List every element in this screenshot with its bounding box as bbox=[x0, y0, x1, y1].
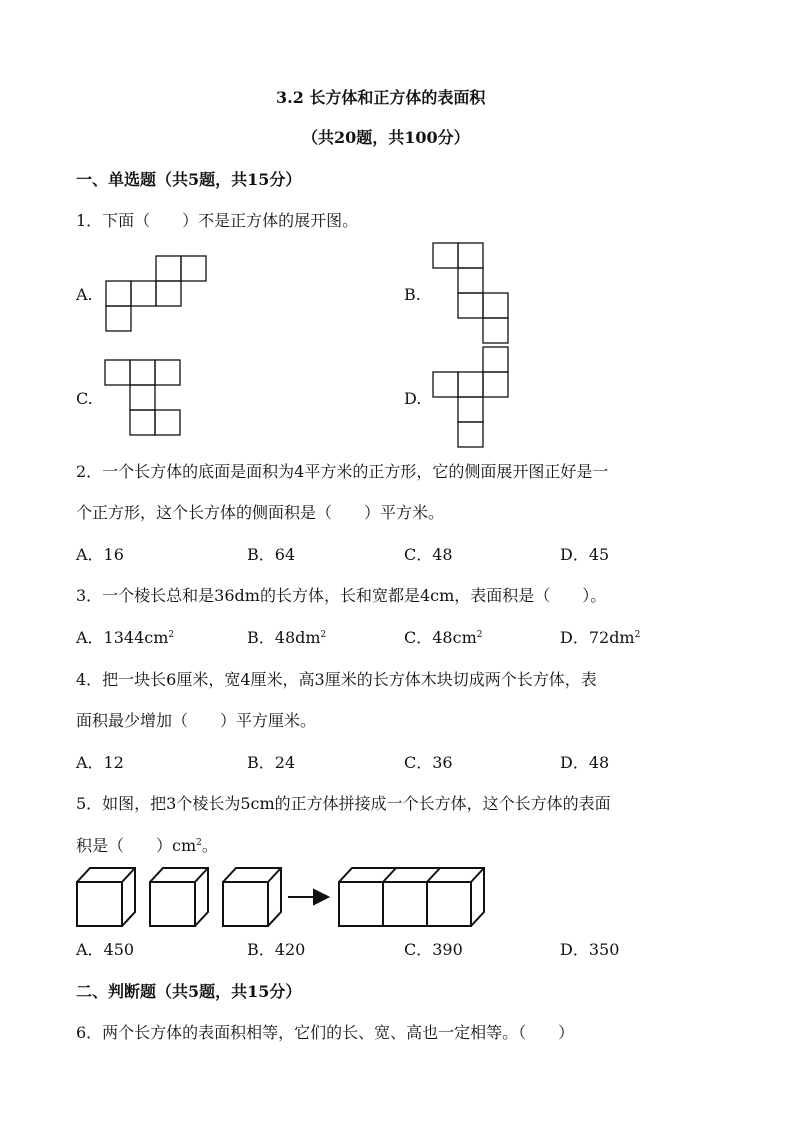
arrow-right-icon bbox=[288, 890, 328, 904]
q5-option-a[interactable]: A．450 bbox=[76, 940, 135, 959]
q4-option-b[interactable]: B．24 bbox=[247, 753, 296, 772]
q1-option-d-label[interactable]: D. bbox=[404, 389, 422, 408]
question-6-stem: 6．两个长方体的表面积相等，它们的长、宽、高也一定相等。（ ） bbox=[76, 1023, 575, 1042]
cube-3 bbox=[223, 868, 281, 926]
q2-option-c[interactable]: C．48 bbox=[404, 545, 453, 564]
q5-option-c[interactable]: C．390 bbox=[404, 940, 463, 959]
q1-option-b-label[interactable]: B. bbox=[404, 285, 421, 304]
q3-option-b[interactable]: B．$48dm^2$ bbox=[247, 628, 327, 647]
page-subtitle: （共20题，共100分） bbox=[302, 128, 470, 147]
question-1-stem: 1．下面（ ）不是正方体的展开图。 bbox=[76, 211, 359, 230]
combined-cuboid bbox=[339, 868, 484, 926]
q5-option-d[interactable]: D．350 bbox=[560, 940, 620, 959]
question-5-stem-line1: 5．如图，把3个棱长为5cm的正方体拼接成一个长方体，这个长方体的表面 bbox=[76, 794, 611, 813]
page-title: 3.2 长方体和正方体的表面积 bbox=[276, 88, 486, 107]
question-4-stem-line1: 4．把一块长6厘米，宽4厘米，高3厘米的长方体木块切成两个长方体，表 bbox=[76, 670, 597, 689]
q3-option-c[interactable]: C．$48cm^2$ bbox=[404, 628, 483, 647]
question-2-stem-line2: 个正方形，这个长方体的侧面积是（ ）平方米。 bbox=[76, 503, 445, 522]
q2-option-d[interactable]: D．45 bbox=[560, 545, 610, 564]
question-3-stem: 3．一个棱长总和是36dm的长方体，长和宽都是4cm，表面积是（ ）。 bbox=[76, 586, 607, 605]
q1-option-c-label[interactable]: C. bbox=[76, 389, 93, 408]
q4-option-c[interactable]: C．36 bbox=[404, 753, 453, 772]
section-heading-single-choice: 一、单选题（共5题，共15分） bbox=[76, 170, 302, 189]
q5-option-b[interactable]: B．420 bbox=[247, 940, 306, 959]
q1-option-a-label[interactable]: A. bbox=[76, 285, 93, 304]
q2-option-b[interactable]: B．64 bbox=[247, 545, 296, 564]
cube-1 bbox=[77, 868, 135, 926]
cube-2 bbox=[150, 868, 208, 926]
section-heading-true-false: 二、判断题（共5题，共15分） bbox=[76, 982, 302, 1001]
q2-option-a[interactable]: A．16 bbox=[76, 545, 124, 564]
question-4-stem-line2: 面积最少增加（ ）平方厘米。 bbox=[76, 711, 317, 730]
q4-option-a[interactable]: A．12 bbox=[76, 753, 124, 772]
q4-option-d[interactable]: D．48 bbox=[560, 753, 610, 772]
q3-option-d[interactable]: D．$72dm^2$ bbox=[560, 628, 641, 647]
q3-option-a[interactable]: A．$1344cm^2$ bbox=[76, 628, 175, 647]
question-2-stem-line1: 2．一个长方体的底面是面积为4平方米的正方形，它的侧面展开图正好是一 bbox=[76, 462, 609, 481]
question-5-stem-line2: 积是（ ）$cm^2$。 bbox=[76, 836, 218, 855]
